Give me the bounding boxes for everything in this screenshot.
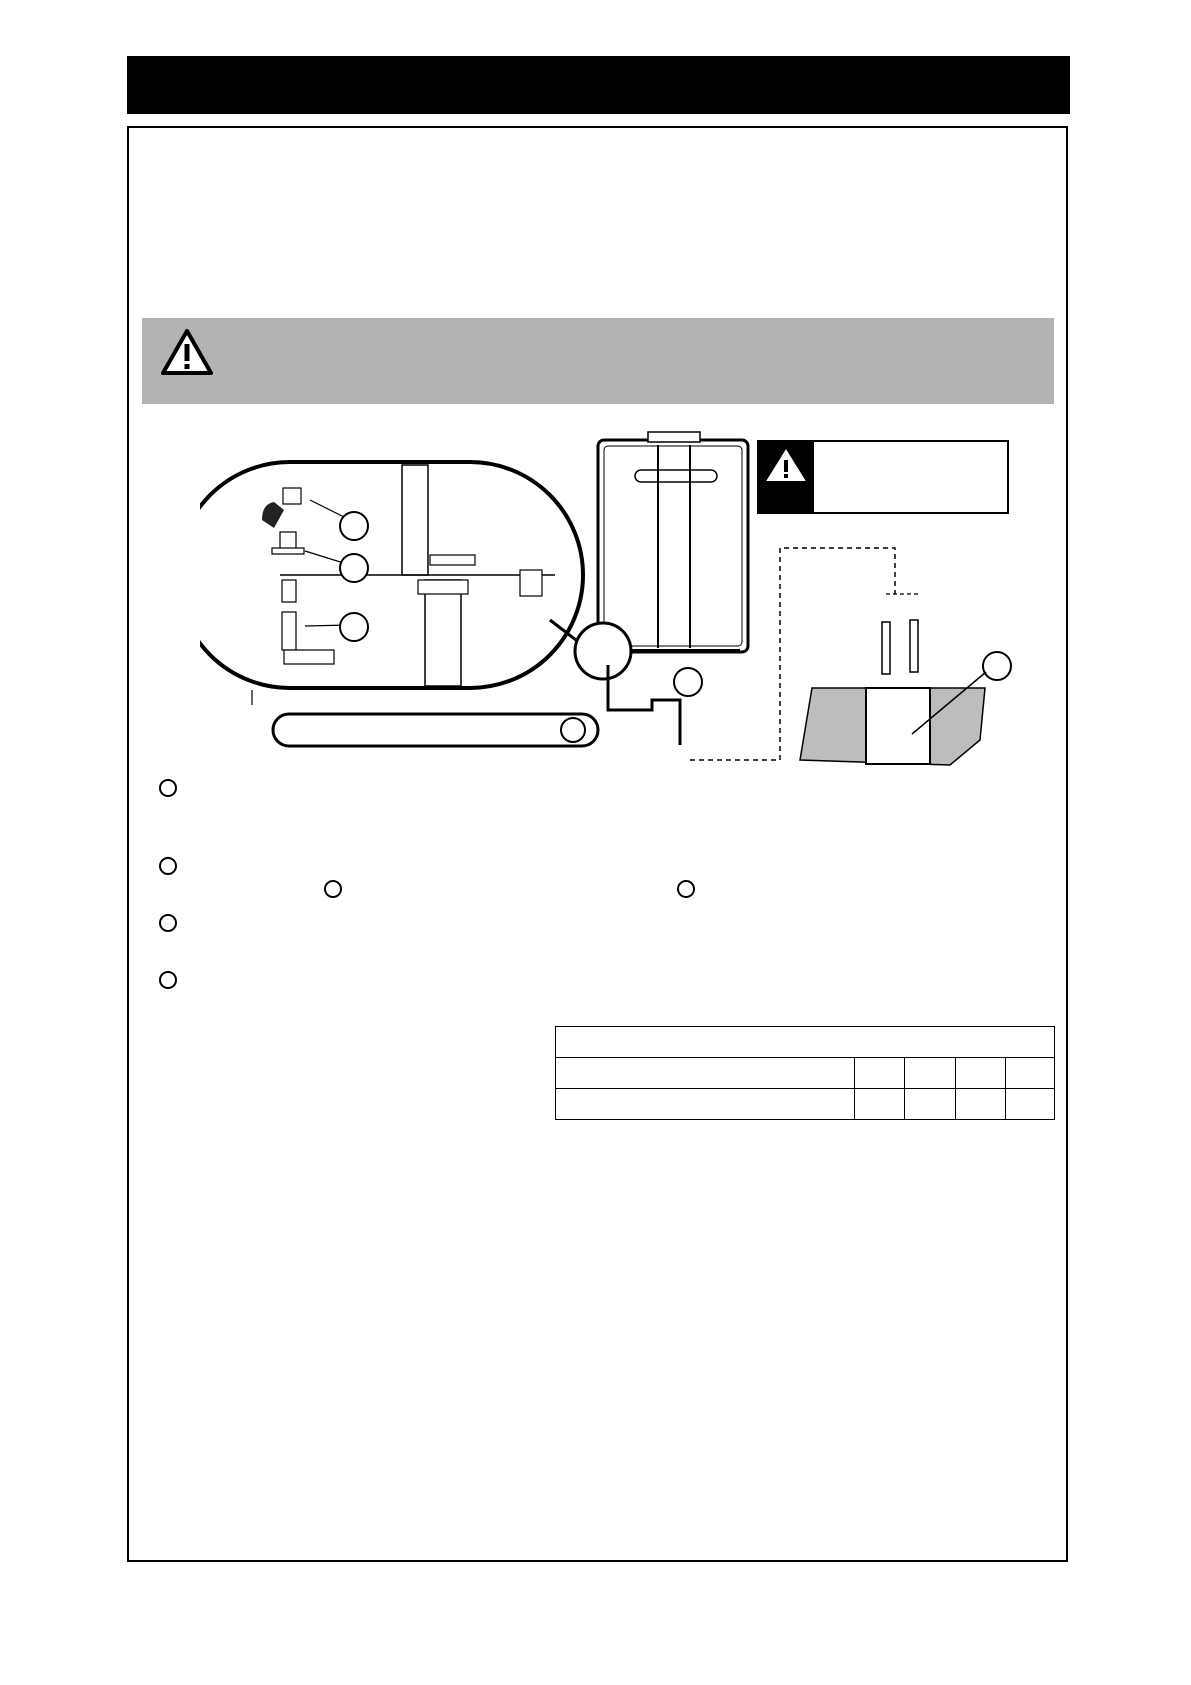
floor-drain <box>800 594 1011 765</box>
table-row <box>556 1058 1055 1089</box>
table-row <box>556 1089 1055 1120</box>
warning-band <box>142 318 1054 404</box>
list-marker-1 <box>159 779 177 797</box>
list-marker-2-ref-b <box>677 880 695 898</box>
installation-diagram <box>200 420 1020 770</box>
water-heater <box>598 432 748 652</box>
list-marker-2-ref-a <box>324 880 342 898</box>
table-header-row <box>556 1027 1055 1058</box>
warning-triangle-icon <box>160 328 214 376</box>
list-marker-3 <box>159 914 177 932</box>
page-header-bar <box>127 56 1070 114</box>
magnified-detail <box>200 462 583 705</box>
specification-table <box>555 1026 1055 1120</box>
list-marker-2 <box>159 857 177 875</box>
list-marker-4 <box>159 971 177 989</box>
